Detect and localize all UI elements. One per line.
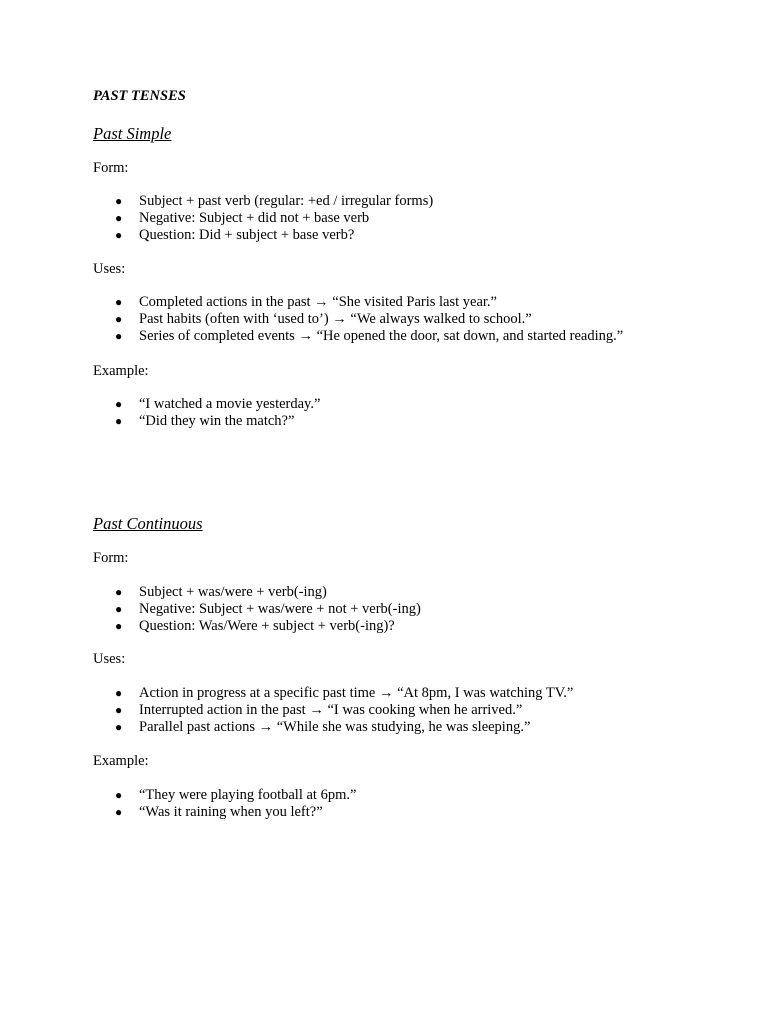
form-label: Form: (93, 160, 129, 176)
bullet-icon: ● (115, 312, 123, 326)
bullet-icon: ● (115, 805, 123, 819)
uses-label: Uses: (93, 261, 126, 277)
form-label: Form: (93, 550, 129, 566)
bullet-icon: ● (115, 686, 123, 700)
bullet-icon: ● (115, 211, 123, 225)
section-heading-past-continuous: Past Continuous (93, 514, 203, 533)
bullet-icon: ● (115, 720, 123, 734)
bullet-icon: ● (115, 329, 123, 343)
bullet-icon: ● (115, 414, 123, 428)
example-label: Example: (93, 363, 149, 379)
bullet-icon: ● (115, 228, 123, 242)
bullet-icon: ● (115, 295, 123, 309)
bullet-icon: ● (115, 602, 123, 616)
page-title: PAST TENSES (93, 88, 186, 104)
bullet-icon: ● (115, 397, 123, 411)
section-heading-past-simple: Past Simple (93, 124, 172, 143)
bullet-icon: ● (115, 585, 123, 599)
document-page: PAST TENSES Past Simple Form: ● Subject + past verb (regular: +ed / irregular forms) ● Negative: Subject + did not + base verb ● Question: Did + subject + base verb? Uses: ● Completed actions in the past → “She visited Paris last year.” ● Past habits (often with ‘used to’) → “We always walked to school.” ● Series of completed events → “He opened the door, sat down, and started reading.” Example: ● “I watched a movie yesterday.” ● “Did they win the match?” Past Continuous Form: ● Subject + was/were + verb(-ing) ● Negative: Subject + was/were + not + verb(-ing) ● Question: Was/Were + subject + verb(-ing)? Uses: ● Action in progress at a specific past time → “At 8pm, I was watching TV.” ● Interrupted action in the past → “I was cooking when he arrived.” ● Parallel past actions → “While she was studying, he was sleeping.” Example: ● “They were playing football at 6pm.” ● “Was it raining when you left?” (93, 88, 624, 820)
bullet-icon: ● (115, 703, 123, 717)
bullet-icon: ● (115, 619, 123, 633)
bullet-icon: ● (115, 788, 123, 802)
bullet-icon: ● (115, 194, 123, 208)
example-label: Example: (93, 753, 149, 769)
uses-label: Uses: (93, 651, 126, 667)
